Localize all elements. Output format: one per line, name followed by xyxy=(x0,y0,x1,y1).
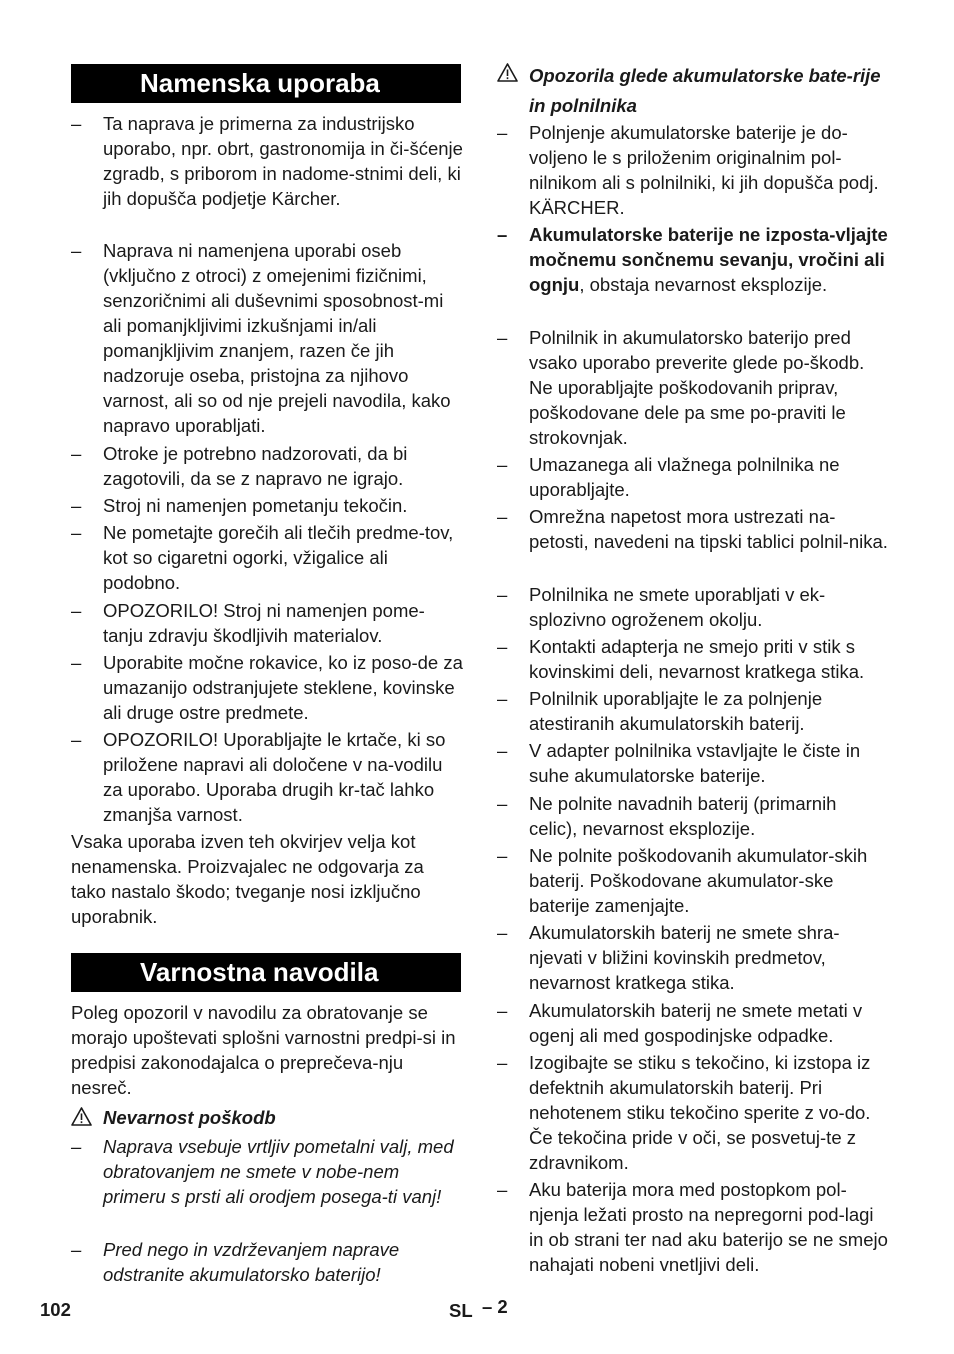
dash-bullet: – xyxy=(497,327,508,348)
list-item-text: Ne pometajte gorečih ali tlečih predme-tov, kot so cigaretni ogorki, vžigalice ali podobno. xyxy=(103,522,454,593)
dash-bullet: – xyxy=(497,740,508,761)
dash-bullet: – xyxy=(497,506,508,527)
dash-bullet: – xyxy=(71,240,82,261)
dash-bullet: – xyxy=(71,443,82,464)
list-item-text: OPOZORILO! Stroj ni namenjen pome-tanju zdravju škodljivih materialov. xyxy=(103,600,425,646)
list-item-text: Ta naprava je primerna za industrijsko uporabo, npr. obrt, gastronomija in či-šćenje zgradb, s priborom in nadome-stnimi deli, ki jih dopušča podjetje Kärcher. xyxy=(103,113,463,209)
list-item-text: OPOZORILO! Uporabljajte le krtače, ki so priložene napravi ali določene v na-vodilu za uporabo. Uporaba drugih kr-tač lahko zmanjša varnost. xyxy=(103,729,446,825)
paragraph-safety-intro: Poleg opozoril v navodilu za obratovanje se morajo upoštevati splošni varnostni predpi-si in predpisi zakonodajalca o preprečeva-nju nesreč. xyxy=(71,1002,456,1098)
dash-bullet: – xyxy=(71,113,82,134)
list-item-text: Polnilnik uporabljajte le za polnjenje atestiranih akumulatorskih baterij. xyxy=(529,688,823,734)
list-item-text: Otroke je potrebno nadzorovati, da bi zagotovili, da se z napravo ne igrajo. xyxy=(103,443,408,489)
list-item-text: Akumulatorskih baterij ne smete metati v ogenj ali med gospodinjske odpadke. xyxy=(529,1000,863,1046)
page-sub-number: – 2 xyxy=(482,1296,508,1317)
dash-bullet: – xyxy=(497,1052,508,1073)
dash-bullet: – xyxy=(497,845,508,866)
dash-bullet: – xyxy=(71,1239,82,1260)
dash-bullet: – xyxy=(71,495,82,516)
list-item-text: Akumulatorskih baterij ne smete shra-njevati v bližini kovinskih predmetov, nevarnost kratkega stika. xyxy=(529,922,840,993)
language-code: SL xyxy=(449,1300,473,1321)
dash-bullet: – xyxy=(497,688,508,709)
warning-triangle-icon xyxy=(497,63,518,82)
dash-bullet: – xyxy=(497,224,508,245)
dash-bullet: – xyxy=(497,793,508,814)
list-item-text: Polnilnika ne smete uporabljati v ek-splozivno ogroženem okolju. xyxy=(529,584,826,630)
list-item-text: V adapter polnilnika vstavljajte le čiste in suhe akumulatorske baterije. xyxy=(529,740,861,786)
list-item-text: Izogibajte se stiku s tekočino, ki izstopa iz defektnih akumulatorskih baterij. Pri nehotenem stiku tekočino sperite z vo-do. Če tekočina pride v oči, se posvetuj-te z zdravnikom. xyxy=(529,1052,871,1173)
list-item-text: Pred nego in vzdrževanjem naprave odstranite akumulatorsko baterijo! xyxy=(103,1239,400,1285)
dash-bullet: – xyxy=(497,1000,508,1021)
page-number: 102 xyxy=(40,1299,71,1320)
warning-heading-text: Nevarnost poškodb xyxy=(103,1107,276,1128)
list-item-text: Naprava vsebuje vrtljiv pometalni valj, med obratovanjem ne smete v nobe-nem primeru s prsti ali orodjem posega-ti vanj! xyxy=(103,1136,454,1207)
warning-text-rest: , obstaja nevarnost eksplozije. xyxy=(579,274,828,295)
bold-warning-text: Akumulatorske baterije ne izposta-vljajte močnemu sončnemu sevanju, vročini ali ognju xyxy=(529,224,888,295)
list-item-text: Stroj ni namenjen pometanju tekočin. xyxy=(103,495,408,516)
section-heading-intended-use: Namenska uporaba xyxy=(71,64,461,103)
dash-bullet: – xyxy=(497,1179,508,1200)
dash-bullet: – xyxy=(71,729,82,750)
dash-bullet: – xyxy=(71,1136,82,1157)
list-item-text xyxy=(529,222,889,297)
dash-bullet: – xyxy=(497,922,508,943)
dash-bullet: – xyxy=(497,636,508,657)
list-item-text: Polnjenje akumulatorske baterije je do-voljeno le s priloženim originalnim pol-nilnikom ali s polnilniki, ki jih dopušča podj. KÄRCHER. xyxy=(529,122,879,218)
dash-bullet: – xyxy=(71,652,82,673)
list-item-text: Kontakti adapterja ne smejo priti v stik s kovinskimi deli, nevarnost kratkega stika. xyxy=(529,636,865,682)
list-item-text: Polnilnik in akumulatorsko baterijo pred vsako uporabo preverite glede po-škodb. Ne uporabljajte poškodovanih priprav, poškodovane dele pa sme po-praviti le strokovnjak. xyxy=(529,327,865,448)
paragraph-disclaimer: Vsaka uporaba izven teh okvirjev velja kot nenamenska. Proizvajalec ne odgovarja za tako nastalo škodo; tveganje nosi izključno uporabnik. xyxy=(71,831,424,927)
list-item-text: Uporabite močne rokavice, ko iz poso-de za umazanijo odstranjujete steklene, kovinske ali druge ostre predmete. xyxy=(103,652,463,723)
section-heading-safety: Varnostna navodila xyxy=(71,953,461,992)
list-item-text: Ne polnite poškodovanih akumulator-skih baterij. Poškodovane akumulator-ske baterije zamenjajte. xyxy=(529,845,868,916)
dash-bullet: – xyxy=(71,600,82,621)
list-item-text: Naprava ni namenjena uporabi oseb (vključno z otroci) z omejenimi fizičnimi, senzoričnimi ali duševnimi sposobnost-mi ali pomanjkljivimi izkušnjami in/ali pomanjkljivim znanjem, razen če jih nadzoruje oseba, pristojna za njihovo varnost, ali so od nje prejeli navodila, kako napravo uporabljati. xyxy=(103,240,451,436)
list-item-text: Umazanega ali vlažnega polnilnika ne uporabljajte. xyxy=(529,454,840,500)
list-item-text: Ne polnite navadnih baterij (primarnih celic), nevarnost eksplozije. xyxy=(529,793,837,839)
dash-bullet: – xyxy=(497,122,508,143)
dash-bullet: – xyxy=(497,454,508,475)
dash-bullet: – xyxy=(497,584,508,605)
warning-triangle-icon xyxy=(71,1107,92,1126)
dash-bullet: – xyxy=(71,522,82,543)
warning-heading-text: Opozorila glede akumulatorske bate-rije in polnilnika xyxy=(529,65,881,116)
list-item-text: Aku baterija mora med postopkom pol-njenja ležati prosto na nepregorni pod-lagi in ob strani ter nad aku baterijo se ne smejo nahajati nobeni vnetljivi deli. xyxy=(529,1179,888,1275)
list-item-text: Omrežna napetost mora ustrezati na-petosti, navedeni na tipski tablici polnil-nika. xyxy=(529,506,888,552)
